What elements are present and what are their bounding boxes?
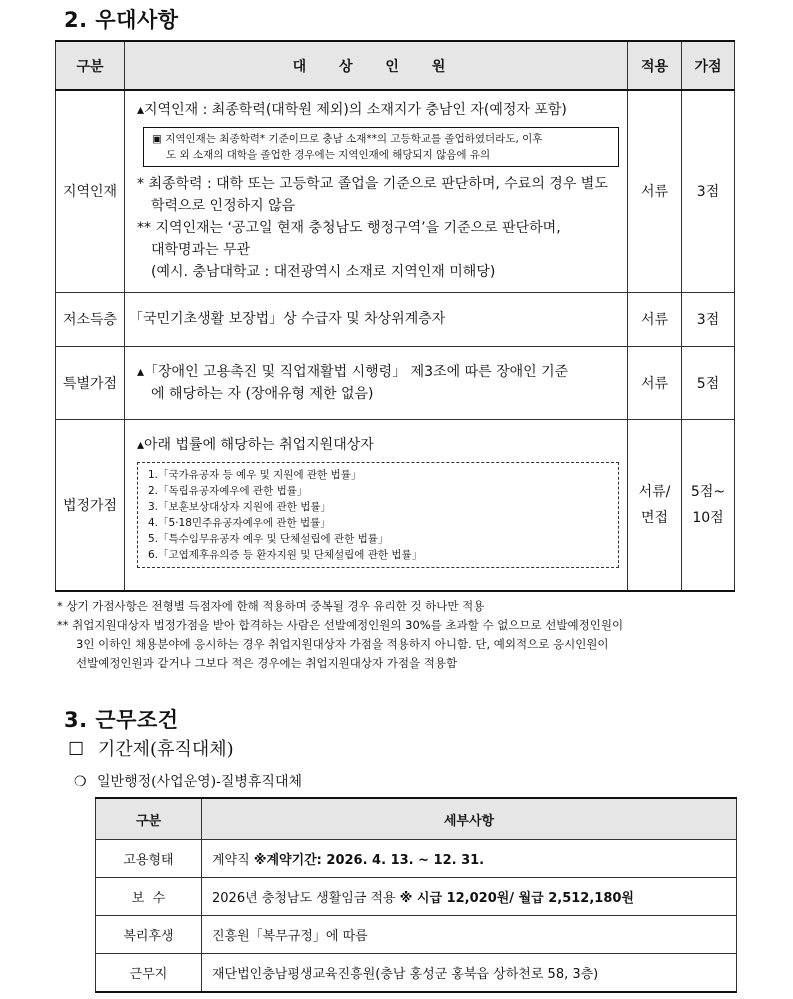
footnote-2-line1: ** 취업지원대상자 법정가점을 받아 합격하는 사람은 선발예정인원의 30%를 초과할 수 없으므로 선발예정인원이: [57, 618, 624, 632]
lowincome-category: 저소득층: [56, 292, 125, 346]
footnote-2-line3: 선발예정인원과 같거나 그보다 적은 경우에는 취업지원대상자 가점을 적용함: [76, 656, 458, 670]
section3-subtitle-text: 기간제(휴직대체): [97, 739, 234, 760]
legal-apply-line2: 면접: [640, 509, 669, 526]
regional-note-line2: 도 외 소재의 대학을 졸업한 경우에는 지역인재에 해당되지 않음에 유의: [166, 149, 491, 162]
regional-points: 3점: [682, 90, 735, 292]
special-apply: 서류: [628, 346, 682, 419]
section3-title: 3. 근무조건: [64, 708, 179, 732]
law-item: 6.「고엽제후유의증 등 환자지원 및 단체설립에 관한 법률」: [148, 548, 423, 561]
section2-title: 2. 우대사항: [64, 8, 179, 32]
header-target: 대 상 인 원: [125, 41, 628, 90]
regional-fn1-line1: * 최종학력 : 대학 또는 고등학교 졸업을 기준으로 판단하며, 수료의 경우 별도: [137, 176, 608, 193]
row-legal: [56, 419, 735, 591]
footnotes: [57, 597, 757, 673]
regional-category: 지역인재: [56, 90, 125, 292]
row-lowincome: [56, 292, 735, 346]
pay-detail: [202, 878, 737, 916]
regional-note-line1: ▣ 지역인재는 최종학력* 기준이므로 충남 소재**의 고등학교를 졸업하였더라도, 이후: [152, 133, 543, 146]
lowincome-points: 3점: [682, 292, 735, 346]
special-main-line2: 에 해당하는 자 (장애유형 제한 없음): [151, 385, 374, 402]
regional-fn2-line1: ** 지역인재는 ‘공고일 현재 충청남도 행정구역’을 기준으로 판단하며,: [137, 220, 561, 237]
row-location: [96, 954, 737, 993]
law-item: 2.「독립유공자예우에 관한 법률」: [148, 484, 308, 497]
employment-detail: [202, 840, 737, 878]
welfare-detail: 진흥원「복무규정」에 따름: [202, 916, 737, 954]
law-item: 4.「5·18민주유공자예우에 관한 법률」: [148, 516, 331, 529]
pay-category: 보 수: [96, 878, 202, 916]
preference-table-header: [56, 41, 735, 90]
section3-sub2-text: 일반행정(사업운영)-질병휴직대체: [97, 774, 303, 790]
checkbox-icon: ☐: [68, 739, 85, 760]
section3-sub2: [74, 771, 302, 791]
circle-bullet-icon: ❍: [74, 774, 87, 790]
regional-main: ▴지역인재 : 최종학력(대학원 제외)의 소재지가 충남인 자(예정자 포함): [137, 102, 567, 119]
location-detail: 재단법인충남평생교육진흥원(충남 홍성군 홍북읍 상하천로 58, 3층): [202, 954, 737, 993]
legal-category: 법정가점: [56, 419, 125, 591]
lowincome-apply: 서류: [628, 292, 682, 346]
row-regional: [56, 90, 735, 292]
pay-basis: 2026년 충청남도 생활임금 적용: [212, 891, 400, 906]
regional-detail: [125, 90, 628, 292]
legal-detail: [125, 419, 628, 591]
row-special: [56, 346, 735, 419]
footnote-1: * 상기 가점사항은 전형별 득점자에 한해 적용하며 중복될 경우 유리한 것 하나만 적용: [57, 599, 485, 613]
special-detail: [125, 346, 628, 419]
regional-fn2-line2: 대학명과는 무관: [151, 242, 251, 259]
law-item: 1.「국가유공자 등 예우 및 지원에 관한 법률」: [148, 468, 362, 481]
regional-note-box: [143, 127, 619, 167]
row-employment: [96, 840, 737, 878]
header-category: 구분: [56, 41, 125, 90]
legal-apply-line1: 서류/: [638, 483, 671, 500]
legal-points-line2: 10점: [692, 509, 724, 526]
legal-law-box: [137, 462, 619, 568]
preference-table: [55, 40, 735, 592]
employment-category: 고용형태: [96, 840, 202, 878]
lowincome-main: 「국민기초생활 보장법」상 수급자 및 차상위계층자: [129, 311, 446, 327]
special-category: 특별가점: [56, 346, 125, 419]
row-welfare: [96, 916, 737, 954]
footnote-2-line2: 3인 이하인 채용분야에 응시하는 경우 취업지원대상자 가점을 적용하지 아니함. 단, 예외적으로 응시인원이: [76, 637, 609, 651]
legal-main: ▴아래 법률에 해당하는 취업지원대상자: [137, 436, 374, 453]
work-table-header: [96, 798, 737, 840]
location-category: 근무지: [96, 954, 202, 993]
legal-apply: [628, 419, 682, 591]
special-main-line1: ▴「장애인 고용촉진 및 직업재활법 시행령」 제3조에 따른 장애인 기준: [137, 363, 569, 380]
regional-fn2-line3: (예시. 충남대학교 : 대전광역시 소재로 지역인재 미해당): [151, 264, 496, 281]
law-item: 3.「보훈보상대상자 지원에 관한 법률」: [148, 500, 332, 513]
legal-points-line1: 5점~: [690, 483, 726, 500]
work-header-detail: 세부사항: [202, 798, 737, 840]
special-points: 5점: [682, 346, 735, 419]
header-apply: 적용: [628, 41, 682, 90]
work-conditions-table: [95, 797, 737, 993]
header-points: 가점: [682, 41, 735, 90]
welfare-category: 복리후생: [96, 916, 202, 954]
work-header-category: 구분: [96, 798, 202, 840]
lowincome-detail: [125, 292, 628, 346]
row-pay: [96, 878, 737, 916]
employment-period: ※계약기간: 2026. 4. 13. ~ 12. 31.: [253, 853, 485, 868]
pay-amount: ※ 시급 12,020원/ 월급 2,512,180원: [399, 891, 634, 906]
regional-fn1-line2: 학력으로 인정하지 않음: [151, 198, 296, 215]
section3-subtitle: [68, 735, 234, 761]
employment-type: 계약직: [212, 853, 254, 868]
regional-apply: 서류: [628, 90, 682, 292]
legal-points: [682, 419, 735, 591]
law-item: 5.「특수임무유공자 예우 및 단체설립에 관한 법률」: [148, 532, 389, 545]
